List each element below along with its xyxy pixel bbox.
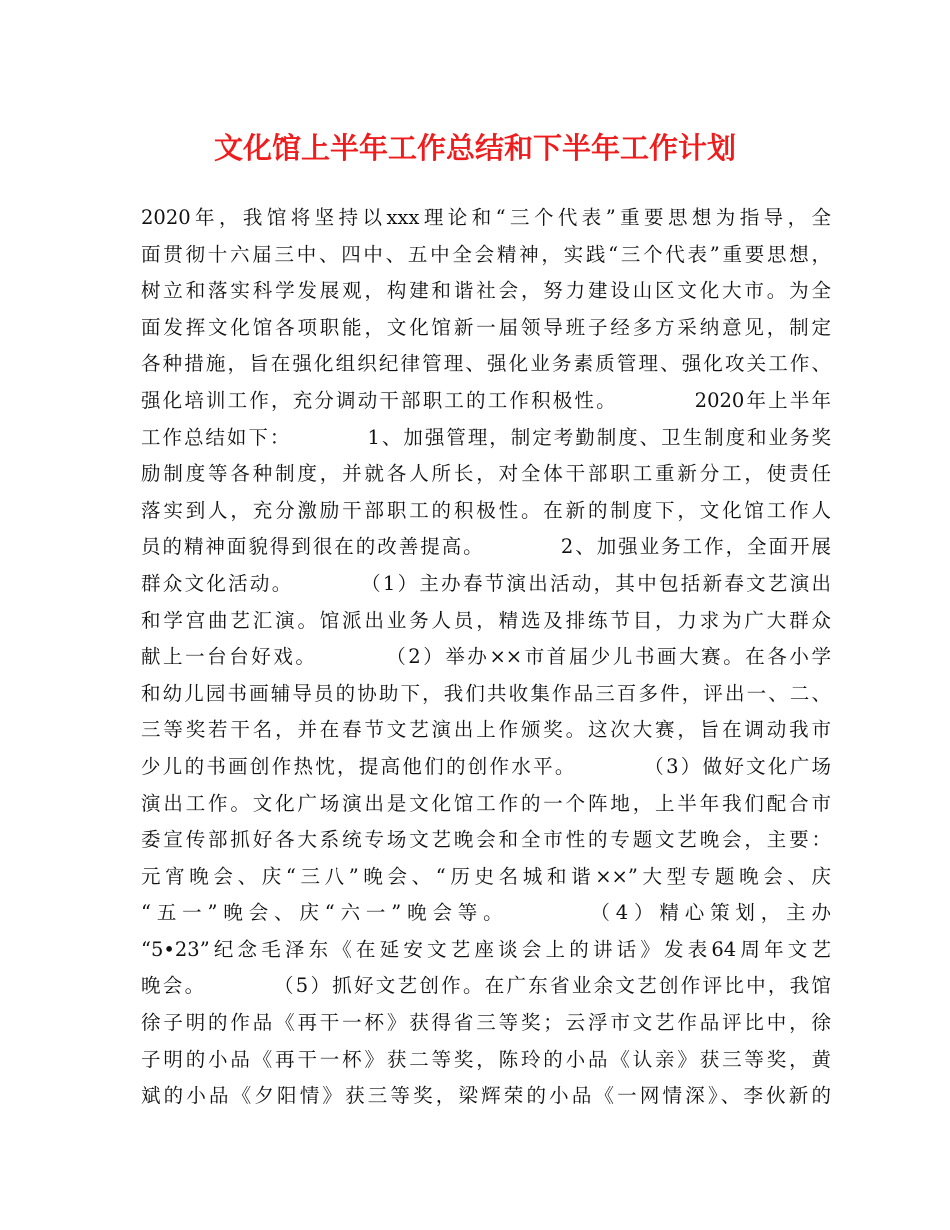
body-line: 献上一台台好戏。 （2）举办××市首届少儿书画大赛。在各小学 — [141, 645, 831, 669]
body-line: 晚会。 （5）抓好文艺创作。在广东省业余文艺创作评比中，我馆 — [141, 974, 831, 998]
document-body — [141, 200, 831, 1115]
body-line: 斌的小品《夕阳情》获三等奖，梁辉荣的小品《一网情深》、李伙新的 — [141, 1084, 831, 1108]
body-line: 演出工作。文化广场演出是文化馆工作的一个阵地，上半年我们配合市 — [141, 791, 831, 815]
body-line: 励制度等各种制度，并就各人所长，对全体干部职工重新分工，使责任 — [141, 462, 831, 486]
body-line: 群众文化活动。 （1）主办春节演出活动，其中包括新春文艺演出 — [141, 571, 831, 595]
body-line: “五一”晚会、庆“六一”晚会等。 （4）精心策划，主办 — [141, 901, 831, 925]
body-line: 徐子明的作品《再干一杯》获得省三等奖；云浮市文艺作品评比中，徐 — [141, 1011, 831, 1035]
body-line: 落实到人，充分激励干部职工的积极性。在新的制度下，文化馆工作人 — [141, 498, 831, 522]
body-line: 各种措施，旨在强化组织纪律管理、强化业务素质管理、强化攻关工作、 — [141, 352, 831, 376]
body-line: 强化培训工作，充分调动干部职工的工作积极性。 2020年上半年 — [141, 388, 831, 412]
body-line: 2020年，我馆将坚持以xxx理论和“三个代表”重要思想为指导，全 — [141, 206, 831, 229]
body-line: 子明的小品《再干一杯》获二等奖，陈玲的小品《认亲》获三等奖，黄 — [141, 1047, 831, 1071]
body-line: 元宵晚会、庆“三八”晚会、“历史名城和谐××”大型专题晚会、庆 — [141, 864, 831, 888]
body-line: 和幼儿园书画辅导员的协助下，我们共收集作品三百多件，评出一、二、 — [141, 681, 831, 705]
body-line: 少儿的书画创作热忱，提高他们的创作水平。 （3）做好文化广场 — [141, 754, 831, 778]
body-line: 树立和落实科学发展观，构建和谐社会，努力建设山区文化大市。为全 — [141, 279, 831, 303]
body-line: 员的精神面貌得到很在的改善提高。 2、加强业务工作，全面开展 — [141, 535, 831, 559]
body-line: 和学宫曲艺汇演。馆派出业务人员，精选及排练节目，力求为广大群众 — [141, 608, 831, 632]
body-line: 面发挥文化馆各项职能，文化馆新一届领导班子经多方采纳意见，制定 — [141, 315, 831, 339]
document-title: 文化馆上半年工作总结和下半年工作计划 — [213, 131, 736, 165]
body-line: 三等奖若干名，并在春节文艺演出上作颁奖。这次大赛，旨在调动我市 — [141, 718, 831, 742]
body-line: 委宣传部抓好各大系统专场文艺晚会和全市性的专题文艺晚会，主要： — [141, 828, 831, 852]
body-line: 面贯彻十六届三中、四中、五中全会精神，实践“三个代表”重要思想， — [141, 242, 831, 266]
body-line: 工作总结如下： 1、加强管理，制定考勤制度、卫生制度和业务奖 — [141, 425, 831, 449]
body-line: “5•23”纪念毛泽东《在延安文艺座谈会上的讲话》发表64周年文艺 — [141, 937, 831, 961]
